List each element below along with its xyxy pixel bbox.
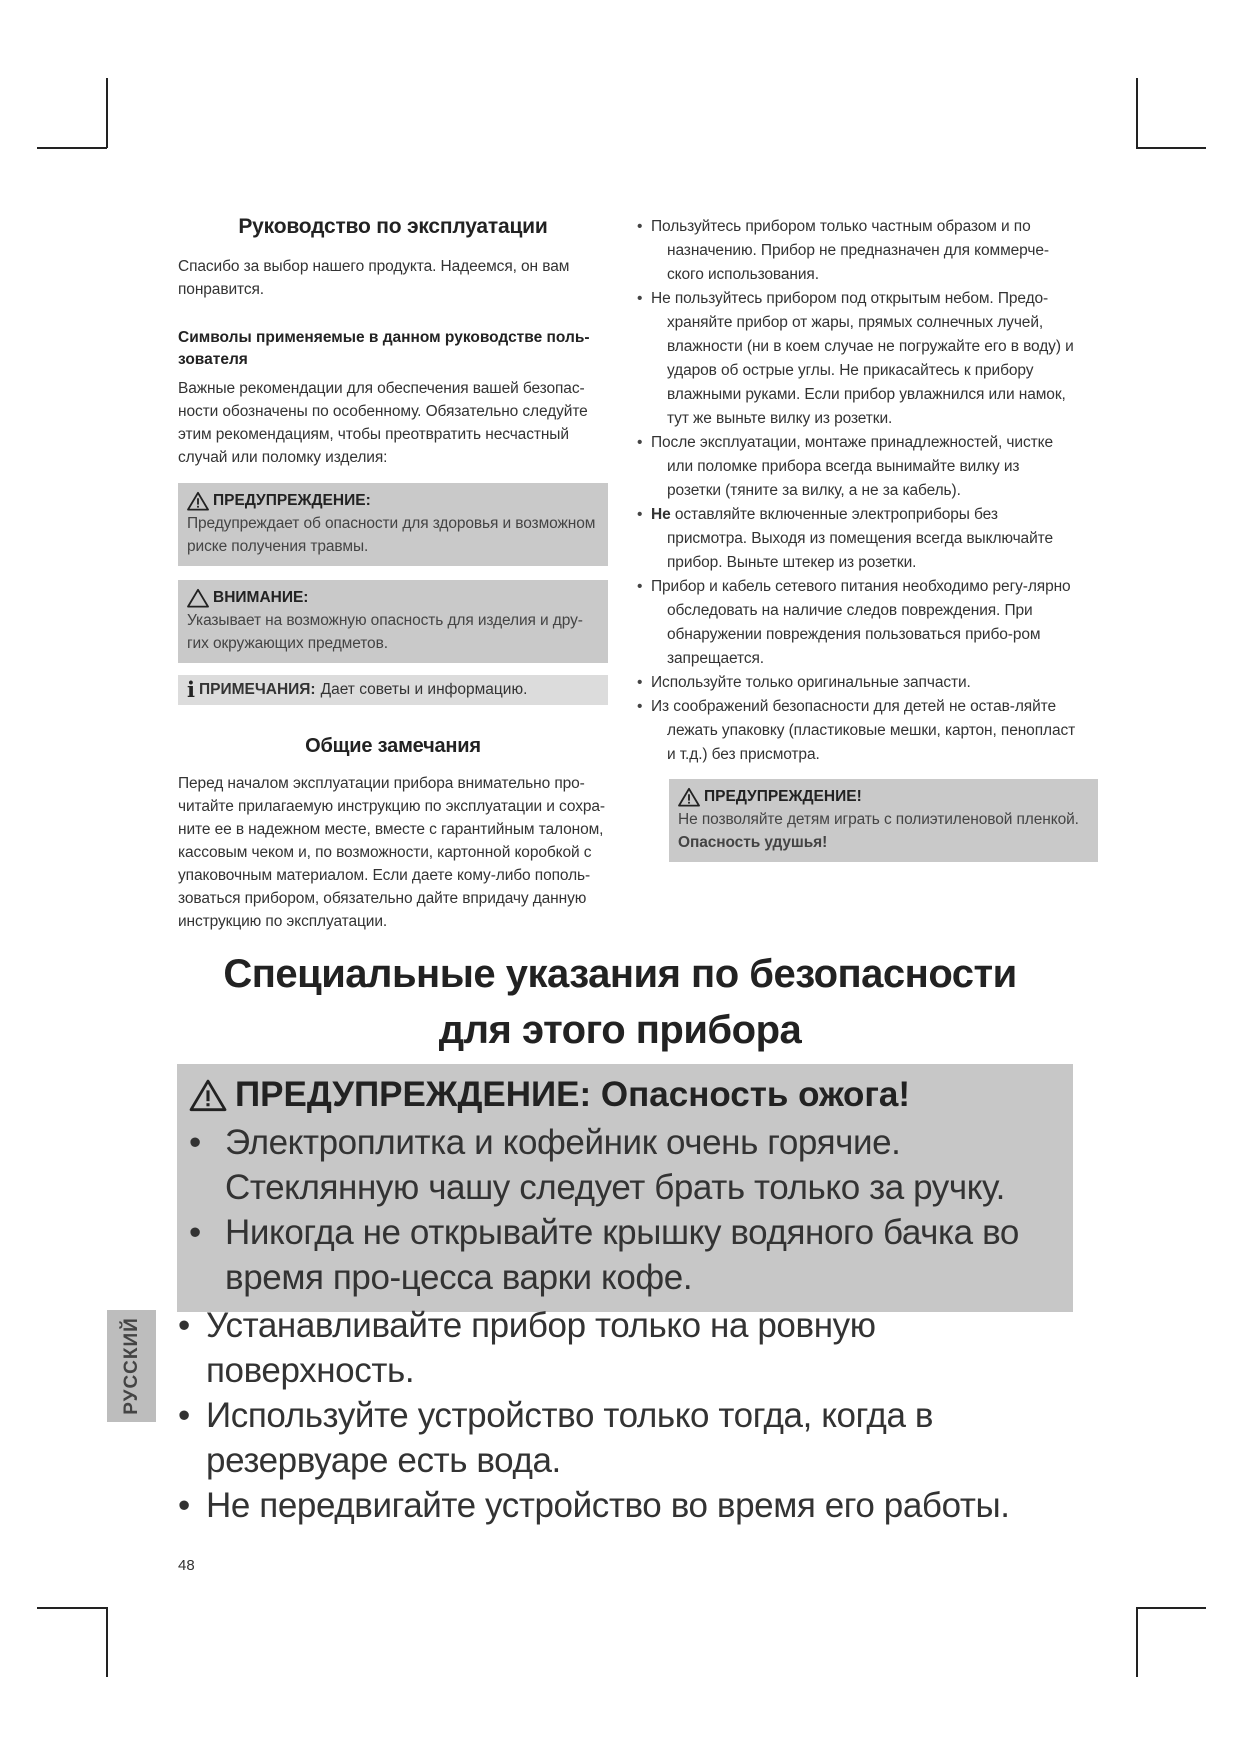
info-icon: i	[187, 677, 195, 702]
notes-text: Дает советы и информацию.	[320, 681, 528, 698]
special-list	[178, 1303, 1078, 1528]
child-warning-label: ПРЕДУПРЕЖДЕНИЕ!	[704, 788, 862, 805]
symbols-heading: Символы применяемые в данном руководстве поль-зователя	[178, 329, 590, 368]
list-item: • Из соображений безопасности для детей не остав-ляйте лежать упаковку (пластиковые мешки, картон, пенопласт и т.д.) без присмотра.	[637, 695, 1077, 767]
page-number: 48	[178, 1557, 195, 1574]
warning-label: ПРЕДУПРЕЖДЕНИЕ:	[213, 492, 371, 509]
crop-mark	[106, 1607, 108, 1677]
list-item: • Электроплитка и кофейник очень горячие. Стеклянную чашу следует брать только за ручку.	[189, 1120, 1073, 1210]
caution-box	[178, 580, 608, 663]
list-item: • Используйте только оригинальные запчасти.	[637, 671, 1077, 695]
crop-mark	[1136, 78, 1138, 148]
child-warning-bold: Опасность удушья!	[678, 834, 828, 851]
warning-box	[178, 483, 608, 566]
list-item: • Не пользуйтесь прибором под открытым небом. Предо-храняйте прибор от жары, прямых солнечных лучей, влажности (ни в коем случае не погружайте его в воду) и ударов об острые углы. Не прикасайтесь к прибору влажными руками. Если прибор увлажнился или намок, тут же выньте вилку из розетки.	[637, 287, 1077, 431]
right-column	[637, 215, 1077, 862]
child-warning-box	[669, 779, 1098, 862]
list-item	[637, 503, 1077, 575]
warning-triangle-icon	[189, 1078, 227, 1112]
list-item: • Никогда не открывайте крышку водяного бачка во время про-цесса варки кофе.	[189, 1210, 1073, 1300]
list-item: • Пользуйтесь прибором только частным образом и по назначению. Прибор не предназначен для коммерче-ского использования.	[637, 215, 1077, 287]
warning-text: Предупреждает об опасности для здоровья и возможном риске получения травмы.	[187, 515, 596, 555]
child-warning-text	[678, 808, 1089, 854]
special-title-line-1: Специальные указания по безопасности	[223, 952, 1017, 996]
language-tab-label: РУССКИЙ	[120, 1317, 142, 1415]
crop-mark	[1136, 1607, 1206, 1609]
notes-box	[178, 675, 608, 705]
manual-title: Руководство по эксплуатации	[238, 215, 548, 238]
symbols-text: Важные рекомендации для обеспечения вашей безопас-ности обозначены по особенному. Обязательно следуйте этим рекомендациям, чтобы преотвратить несчастный случай или поломку изделия:	[178, 380, 588, 466]
warning-triangle-icon	[678, 787, 700, 807]
notes-label: ПРИМЕЧАНИЯ:	[198, 681, 316, 698]
list-item: • Прибор и кабель сетевого питания необходимо регу-лярно обследовать на наличие следов повреждения. При обнаружении повреждения пользоваться прибо-ром запрещается.	[637, 575, 1077, 671]
safety-list	[637, 215, 1077, 767]
list-item: • Используйте устройство только тогда, когда в резервуаре есть вода.	[178, 1393, 1078, 1483]
crop-mark	[106, 78, 108, 148]
language-tab	[107, 1310, 156, 1422]
crop-mark	[37, 147, 107, 149]
crop-mark	[1136, 147, 1206, 149]
special-title-line-2: для этого прибора	[438, 1008, 802, 1052]
special-title	[160, 946, 1080, 1058]
left-column	[178, 215, 608, 933]
list-item: • После эксплуатации, монтаже принадлежностей, чистке или поломке прибора всегда вынимайте вилку из розетки (тяните за вилку, а не за кабель).	[637, 431, 1077, 503]
burn-warning-list	[177, 1120, 1073, 1300]
burn-warning-head: ПРЕДУПРЕЖДЕНИЕ: Опасность ожога!	[235, 1075, 911, 1114]
bold-word: Не	[651, 506, 671, 523]
intro-text: Спасибо за выбор нашего продукта. Надеемся, он вам понравится.	[178, 258, 570, 298]
caution-triangle-icon	[187, 588, 209, 608]
list-item-text: оставляйте включенные электроприборы без присмотра. Выходя из помещения всегда выключайте прибор. Выньте штекер из розетки.	[667, 506, 1053, 571]
caution-label: ВНИМАНИЕ:	[213, 589, 309, 606]
list-item: • Устанавливайте прибор только на ровную поверхность.	[178, 1303, 1078, 1393]
burn-warning-box	[177, 1064, 1073, 1312]
list-item: • Не передвигайте устройство во время его работы.	[178, 1483, 1078, 1528]
warning-triangle-icon	[187, 491, 209, 511]
crop-mark	[1136, 1607, 1138, 1677]
crop-mark	[37, 1607, 107, 1609]
general-text: Перед началом эксплуатации прибора внимательно про-читайте прилагаемую инструкцию по эксплуатации и сохра-ните ее в надежном месте, вместе с гарантийным талоном, кассовым чеком и, по возможности, картонной коробкой с упаковочным материалом. Если даете кому-либо пополь-зоваться прибором, обязательно дайте впридачу данную инструкцию по эксплуатации.	[178, 775, 605, 930]
caution-text: Указывает на возможную опасность для изделия и дру-гих окружающих предметов.	[187, 612, 583, 652]
general-title: Общие замечания	[305, 735, 481, 757]
child-warning-body: Не позволяйте детям играть с полиэтиленовой пленкой.	[678, 811, 1079, 828]
